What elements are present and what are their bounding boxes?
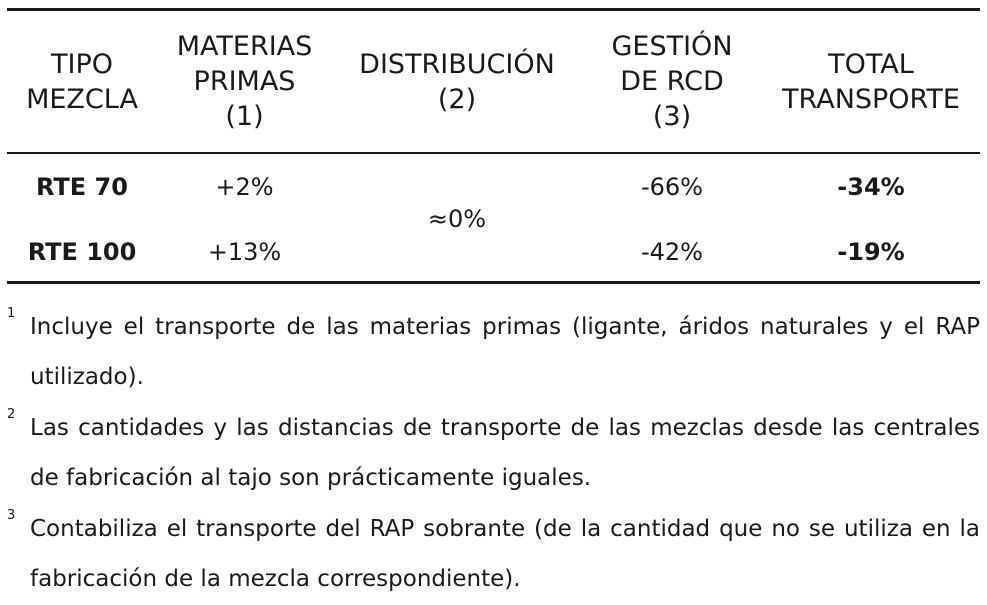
row-rte100-total: -19% xyxy=(837,238,905,266)
footnote-mark: 3 xyxy=(7,508,16,523)
header-materias-primas: MATERIAS PRIMAS (1) xyxy=(176,31,313,132)
row-rte70-materias: +2% xyxy=(215,173,274,201)
row-rte100-materias: +13% xyxy=(207,238,282,266)
table-bottom-rule xyxy=(7,281,980,284)
footnote-mark: 2 xyxy=(7,407,16,422)
table-header-rule xyxy=(7,152,980,154)
row-rte70-gestion: -66% xyxy=(640,173,703,201)
footnote-3 xyxy=(7,504,980,604)
footnote-text: Contabiliza el transporte del RAP sobrante (de la cantidad que no se utiliza en la fabricación de la mezcla correspondiente). xyxy=(30,516,980,592)
row-rte70-tipo: RTE 70 xyxy=(36,173,128,201)
header-distribucion: DISTRIBUCIÓN (2) xyxy=(359,48,555,115)
header-total-transporte: TOTAL TRANSPORTE xyxy=(782,48,960,115)
footnote-1 xyxy=(7,302,980,402)
footnote-mark: 1 xyxy=(7,306,16,321)
row-rte70-total: -34% xyxy=(837,173,905,201)
footnote-text: Incluye el transporte de las materias primas (ligante, áridos naturales y el RAP utilizado). xyxy=(30,314,980,390)
footnote-text: Las cantidades y las distancias de transporte de las mezclas desde las centrales de fabricación al tajo son prácticamente iguales. xyxy=(30,415,980,491)
distribucion-merged-cell: ≈0% xyxy=(427,205,487,233)
row-rte100-tipo: RTE 100 xyxy=(27,238,137,266)
footnotes xyxy=(7,302,980,605)
footnote-2 xyxy=(7,403,980,503)
header-tipo-mezcla: TIPO MEZCLA xyxy=(26,48,138,115)
header-gestion-rcd: GESTIÓN DE RCD (3) xyxy=(611,31,733,132)
row-rte100-gestion: -42% xyxy=(640,238,703,266)
